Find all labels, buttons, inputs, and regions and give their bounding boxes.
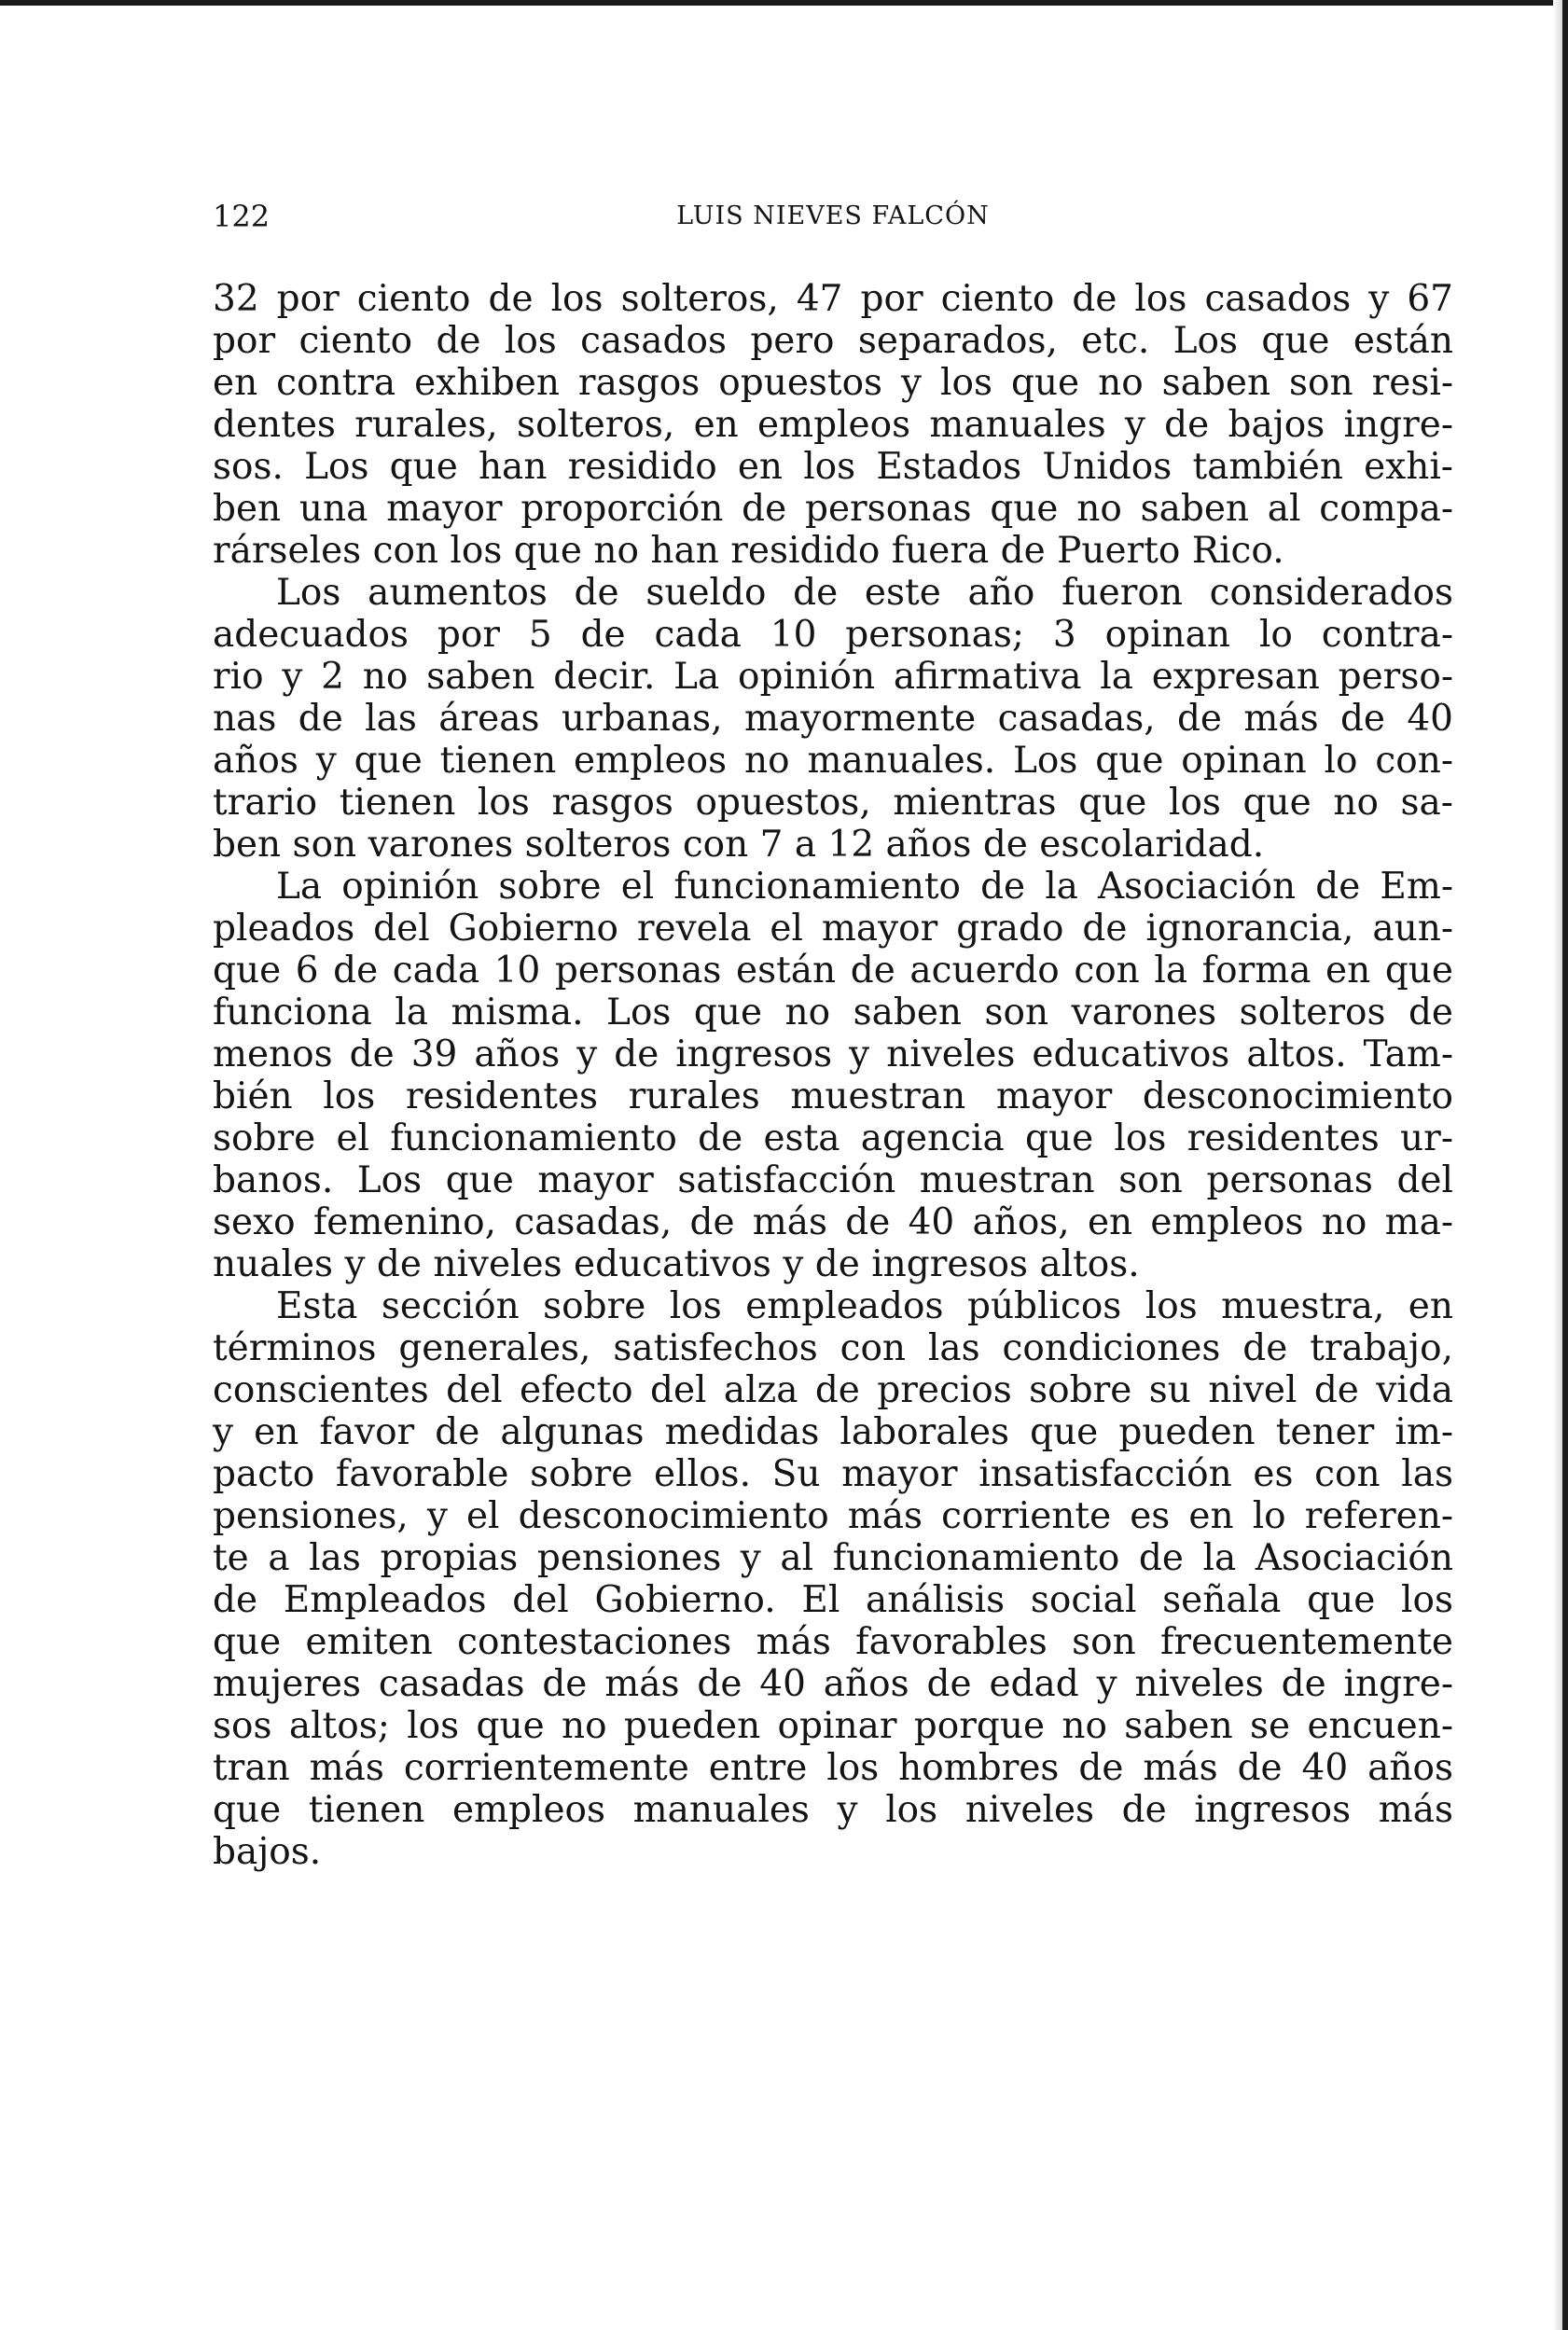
- paragraph-1: [213, 278, 1453, 572]
- text-line: que tienen empleos manuales y los niveles de ingresos más: [213, 1789, 1453, 1831]
- text-line: términos generales, satisfechos con las condiciones de trabajo,: [213, 1327, 1453, 1369]
- text-line: ben son varones solteros con 7 a 12 años de escolaridad.: [213, 824, 1265, 866]
- text-line: de Empleados del Gobierno. El análisis social señala que los: [213, 1579, 1453, 1621]
- text-line: y en favor de algunas medidas laborales que pueden tener im-: [213, 1411, 1453, 1453]
- text-line: que emiten contestaciones más favorables son frecuentemente: [213, 1621, 1453, 1663]
- text-line: 32 por ciento de los solteros, 47 por ciento de los casados y 67: [213, 278, 1453, 320]
- text-line: adecuados por 5 de cada 10 personas; 3 opinan lo contra-: [213, 614, 1453, 656]
- text-line: por ciento de los casados pero separados, etc. Los que están: [213, 320, 1453, 362]
- text-line: sexo femenino, casadas, de más de 40 años, en empleos no ma-: [213, 1201, 1453, 1243]
- scan-top-edge: [0, 0, 1568, 6]
- text-line: rio y 2 no saben decir. La opinión afirmativa la expresan perso-: [213, 656, 1453, 698]
- paragraph-4: [213, 1285, 1453, 1873]
- text-line: nas de las áreas urbanas, mayormente casadas, de más de 40: [213, 698, 1453, 740]
- text-line: sobre el funcionamiento de esta agencia que los residentes ur-: [213, 1117, 1453, 1159]
- text-line: pacto favorable sobre ellos. Su mayor insatisfacción es con las: [213, 1453, 1453, 1495]
- text-line: Los aumentos de sueldo de este año fueron considerados: [276, 572, 1453, 614]
- text-line: La opinión sobre el funcionamiento de la Asociación de Em-: [276, 866, 1453, 908]
- text-line: menos de 39 años y de ingresos y niveles educativos altos. Tam-: [213, 1033, 1453, 1075]
- text-line: sos. Los que han residido en los Estados Unidos también exhi-: [213, 446, 1453, 488]
- paragraph-2: [213, 572, 1453, 866]
- text-line: sos altos; los que no pueden opinar porque no saben se encuen-: [213, 1705, 1453, 1747]
- page-number: 122: [213, 199, 271, 234]
- text-line: funciona la misma. Los que no saben son varones solteros de: [213, 992, 1453, 1033]
- body-text: [213, 278, 1453, 1873]
- text-line: bajos.: [213, 1831, 322, 1873]
- text-line: rárseles con los que no han residido fuera de Puerto Rico.: [213, 530, 1284, 572]
- text-line: nuales y de niveles educativos y de ingresos altos.: [213, 1243, 1140, 1285]
- text-line: banos. Los que mayor satisfacción muestran son personas del: [213, 1159, 1453, 1201]
- text-line: ben una mayor proporción de personas que no saben al compa-: [213, 488, 1453, 530]
- text-line: pleados del Gobierno revela el mayor grado de ignorancia, aun-: [213, 908, 1453, 950]
- paragraph-3: [213, 866, 1453, 1285]
- text-line: años y que tienen empleos no manuales. Los que opinan lo con-: [213, 740, 1453, 782]
- text-line: Esta sección sobre los empleados públicos los muestra, en: [276, 1285, 1453, 1327]
- text-line: tran más corrientemente entre los hombres de más de 40 años: [213, 1747, 1453, 1789]
- running-title: LUIS NIEVES FALCÓN: [676, 201, 990, 230]
- text-line: en contra exhiben rasgos opuestos y los que no saben son resi-: [213, 362, 1453, 404]
- text-line: dentes rurales, solteros, en empleos manuales y de bajos ingre-: [213, 404, 1453, 446]
- text-line: trario tienen los rasgos opuestos, mientras que los que no sa-: [213, 782, 1453, 824]
- text-line: te a las propias pensiones y al funcionamiento de la Asociación: [213, 1537, 1453, 1579]
- text-line: que 6 de cada 10 personas están de acuerdo con la forma en que: [213, 950, 1453, 992]
- scan-right-shadow: [1553, 0, 1562, 2330]
- running-head: [213, 198, 1453, 235]
- text-line: pensiones, y el desconocimiento más corriente es en lo referen-: [213, 1495, 1453, 1537]
- text-line: bién los residentes rurales muestran mayor desconocimiento: [213, 1075, 1453, 1117]
- text-line: conscientes del efecto del alza de precios sobre su nivel de vida: [213, 1369, 1453, 1411]
- scan-right-edge: [1562, 0, 1568, 2330]
- text-line: mujeres casadas de más de 40 años de edad y niveles de ingre-: [213, 1663, 1453, 1705]
